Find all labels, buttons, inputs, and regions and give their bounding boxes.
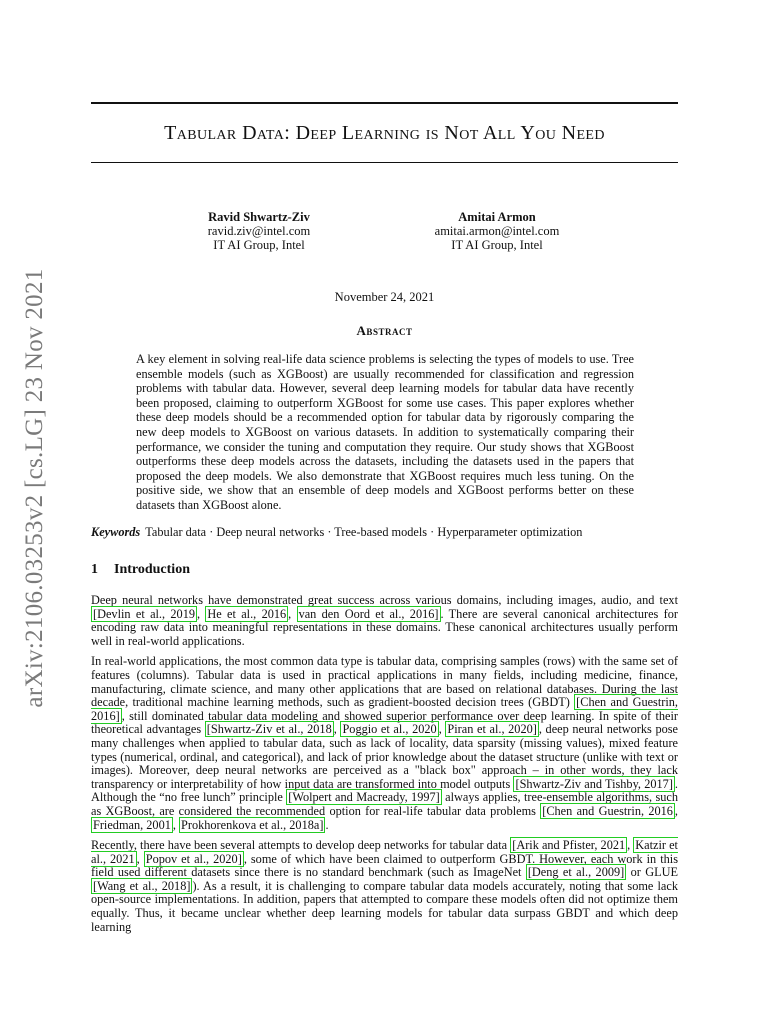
arxiv-sidebar-stamp — [14, 268, 56, 708]
citation-link[interactable]: Prokhorenkova et al., 2018a] — [181, 817, 324, 832]
intro-paragraph — [91, 594, 678, 648]
section-number: 1 — [91, 562, 98, 577]
citation-link[interactable]: He et al., 2016 — [207, 606, 287, 621]
section-title: Introduction — [114, 562, 190, 577]
paragraph-text: . There are several canonical architectures for encoding raw data into meaningful representations in these domains. These canonical architectures usually perform well in real-world applications. — [91, 606, 678, 648]
author-email[interactable]: ravid.ziv@intel.com — [207, 224, 311, 238]
paragraph-text: , some of which have been claimed to outperform GBDT. However, each work in this field used different datasets since there is no standard benchmark (such as ImageNet — [91, 851, 678, 880]
abstract-heading: Abstract — [356, 323, 413, 338]
author-email[interactable]: amitai.armon@intel.com — [434, 224, 560, 238]
author-affiliation: IT AI Group, Intel — [451, 238, 543, 252]
paragraph-text: , — [136, 851, 144, 866]
citation-link[interactable]: Katzir et al., 2021 — [91, 838, 678, 866]
paragraph-text: In real-world applications, the most common data type is tabular data, comprising samples (rows) with the same set of features (columns). Tabular data is used in practical applications in many fields, including medicine, finance, manufacturing, climate science, and many other applications that are based on relational databases. During the last decade, traditional machine learning methods, such as gradient-boosted decision trees (GBDT) — [91, 654, 678, 710]
abstract-text: A key element in solving real-life data science problems is selecting the types of models to use. Tree ensemble models (such as XGBoost) are usually recommended for classification and regression problems with tabular data. However, several deep learning models for tabular data have recently been proposed, claiming to outperform XGBoost for some use cases. This paper explores whether these deep models should be a recommended option for tabular data by rigorously comparing the new deep models to XGBoost on various datasets. In addition to systematically comparing their performance, we consider the tuning and computation they require. Our study shows that XGBoost outperforms these deep models across the datasets, including the datasets used in the papers that proposed the deep models. We also demonstrate that XGBoost requires much less tuning. On the positive side, we show that an ensemble of deep models and XGBoost performs better on these datasets than XGBoost alone. — [136, 352, 634, 512]
intro-paragraph — [91, 655, 678, 832]
paragraph-text: , — [333, 722, 341, 737]
author-name: Amitai Armon — [458, 210, 536, 224]
paragraph-text: , — [288, 606, 297, 621]
paragraph-text: , — [197, 606, 206, 621]
keywords-line — [91, 525, 678, 540]
paragraph-text: , still dominated tabular data modeling and showed superior performance over deep learning. In spite of their theoretical advantages — [91, 708, 678, 737]
keywords-text: Tabular data · Deep neural networks · Tree-based models · Hyperparameter optimization — [145, 525, 583, 539]
citation-link[interactable]: [Arik and Pfister, 2021 — [512, 838, 626, 853]
intro-paragraph — [91, 839, 678, 934]
paragraph-text: always applies, tree-ensemble algorithms, such as XGBoost, are considered the recommended option for real-life tabular data problems — [91, 790, 678, 818]
citation-link[interactable]: [Wang et al., 2018] — [93, 878, 191, 893]
keywords-label: Keywords — [91, 525, 141, 539]
paragraph-text: Recently, there have been several attempts to develop deep networks for tabular data — [91, 838, 511, 853]
citation-link[interactable]: [Wolpert and Macready, 1997] — [288, 790, 440, 805]
paper-title: Tabular Data: Deep Learning is Not All You Need — [164, 122, 605, 144]
author-affiliation: IT AI Group, Intel — [213, 238, 305, 252]
paragraph-text: , deep neural networks pose many challenges when applied to tabular data, such as lack of locality, data sparsity (missing values), mixed feature types (numerical, ordinal, and categorical), and lack of prior knowledge about the dataset structure (unlike with text or images). Moreover, deep neural networks are perceived as a "black box" approach – in other words, they lack transparency or interpretability of how input data are transformed into model outputs — [91, 722, 678, 791]
introduction-body — [91, 594, 678, 941]
citation-link[interactable]: [Chen and Guestrin, 2016 — [542, 803, 673, 818]
paragraph-text: , — [438, 722, 446, 737]
paragraph-text: . Although the “no free lunch” principle — [91, 776, 678, 805]
paragraph-text: Deep neural networks have demonstrated great success across various domains, including images, audio, and text — [91, 593, 678, 607]
citation-link[interactable]: [Deng et al., 2009] — [527, 865, 625, 880]
citation-link[interactable]: van den Oord et al., 2016] — [298, 606, 439, 621]
paragraph-text: ). As a result, it is challenging to compare tabular data models accurately, noting that some lack open-source implementations. In addition, papers that attempted to compare these models often did not optimize them equally. Thus, it became unclear whether deep learning models for tabular data surpass GBDT and which deep learning — [91, 878, 678, 934]
paragraph-text: , — [627, 838, 634, 853]
arxiv-identifier: arXiv:2106.03253v2 [cs.LG] 23 Nov 2021 — [21, 268, 48, 708]
section-heading-introduction — [91, 562, 190, 578]
paragraph-text: , — [172, 817, 180, 832]
citation-link[interactable]: [Chen and Guestrin, 2016] — [91, 695, 678, 723]
paragraph-text: , — [674, 803, 678, 818]
citation-link[interactable]: Piran et al., 2020] — [447, 722, 537, 737]
citation-link[interactable]: Popov et al., 2020] — [145, 851, 242, 866]
citation-link[interactable]: [Devlin et al., 2019 — [93, 606, 195, 621]
title-top-rule — [91, 102, 678, 104]
paragraph-text: . — [325, 817, 329, 832]
citation-link[interactable]: [Shwartz-Ziv et al., 2018 — [206, 722, 332, 737]
citation-link[interactable]: [Shwartz-Ziv and Tishby, 2017] — [515, 776, 673, 791]
author-block-1 — [159, 210, 359, 252]
citation-link[interactable]: Poggio et al., 2020 — [342, 722, 437, 737]
paragraph-text: or GLUE — [626, 865, 678, 880]
author-name: Ravid Shwartz-Ziv — [208, 210, 310, 224]
publication-date: November 24, 2021 — [334, 290, 435, 304]
citation-link[interactable]: Friedman, 2001 — [93, 817, 171, 832]
author-block-2 — [397, 210, 597, 252]
title-bottom-rule — [91, 162, 678, 163]
